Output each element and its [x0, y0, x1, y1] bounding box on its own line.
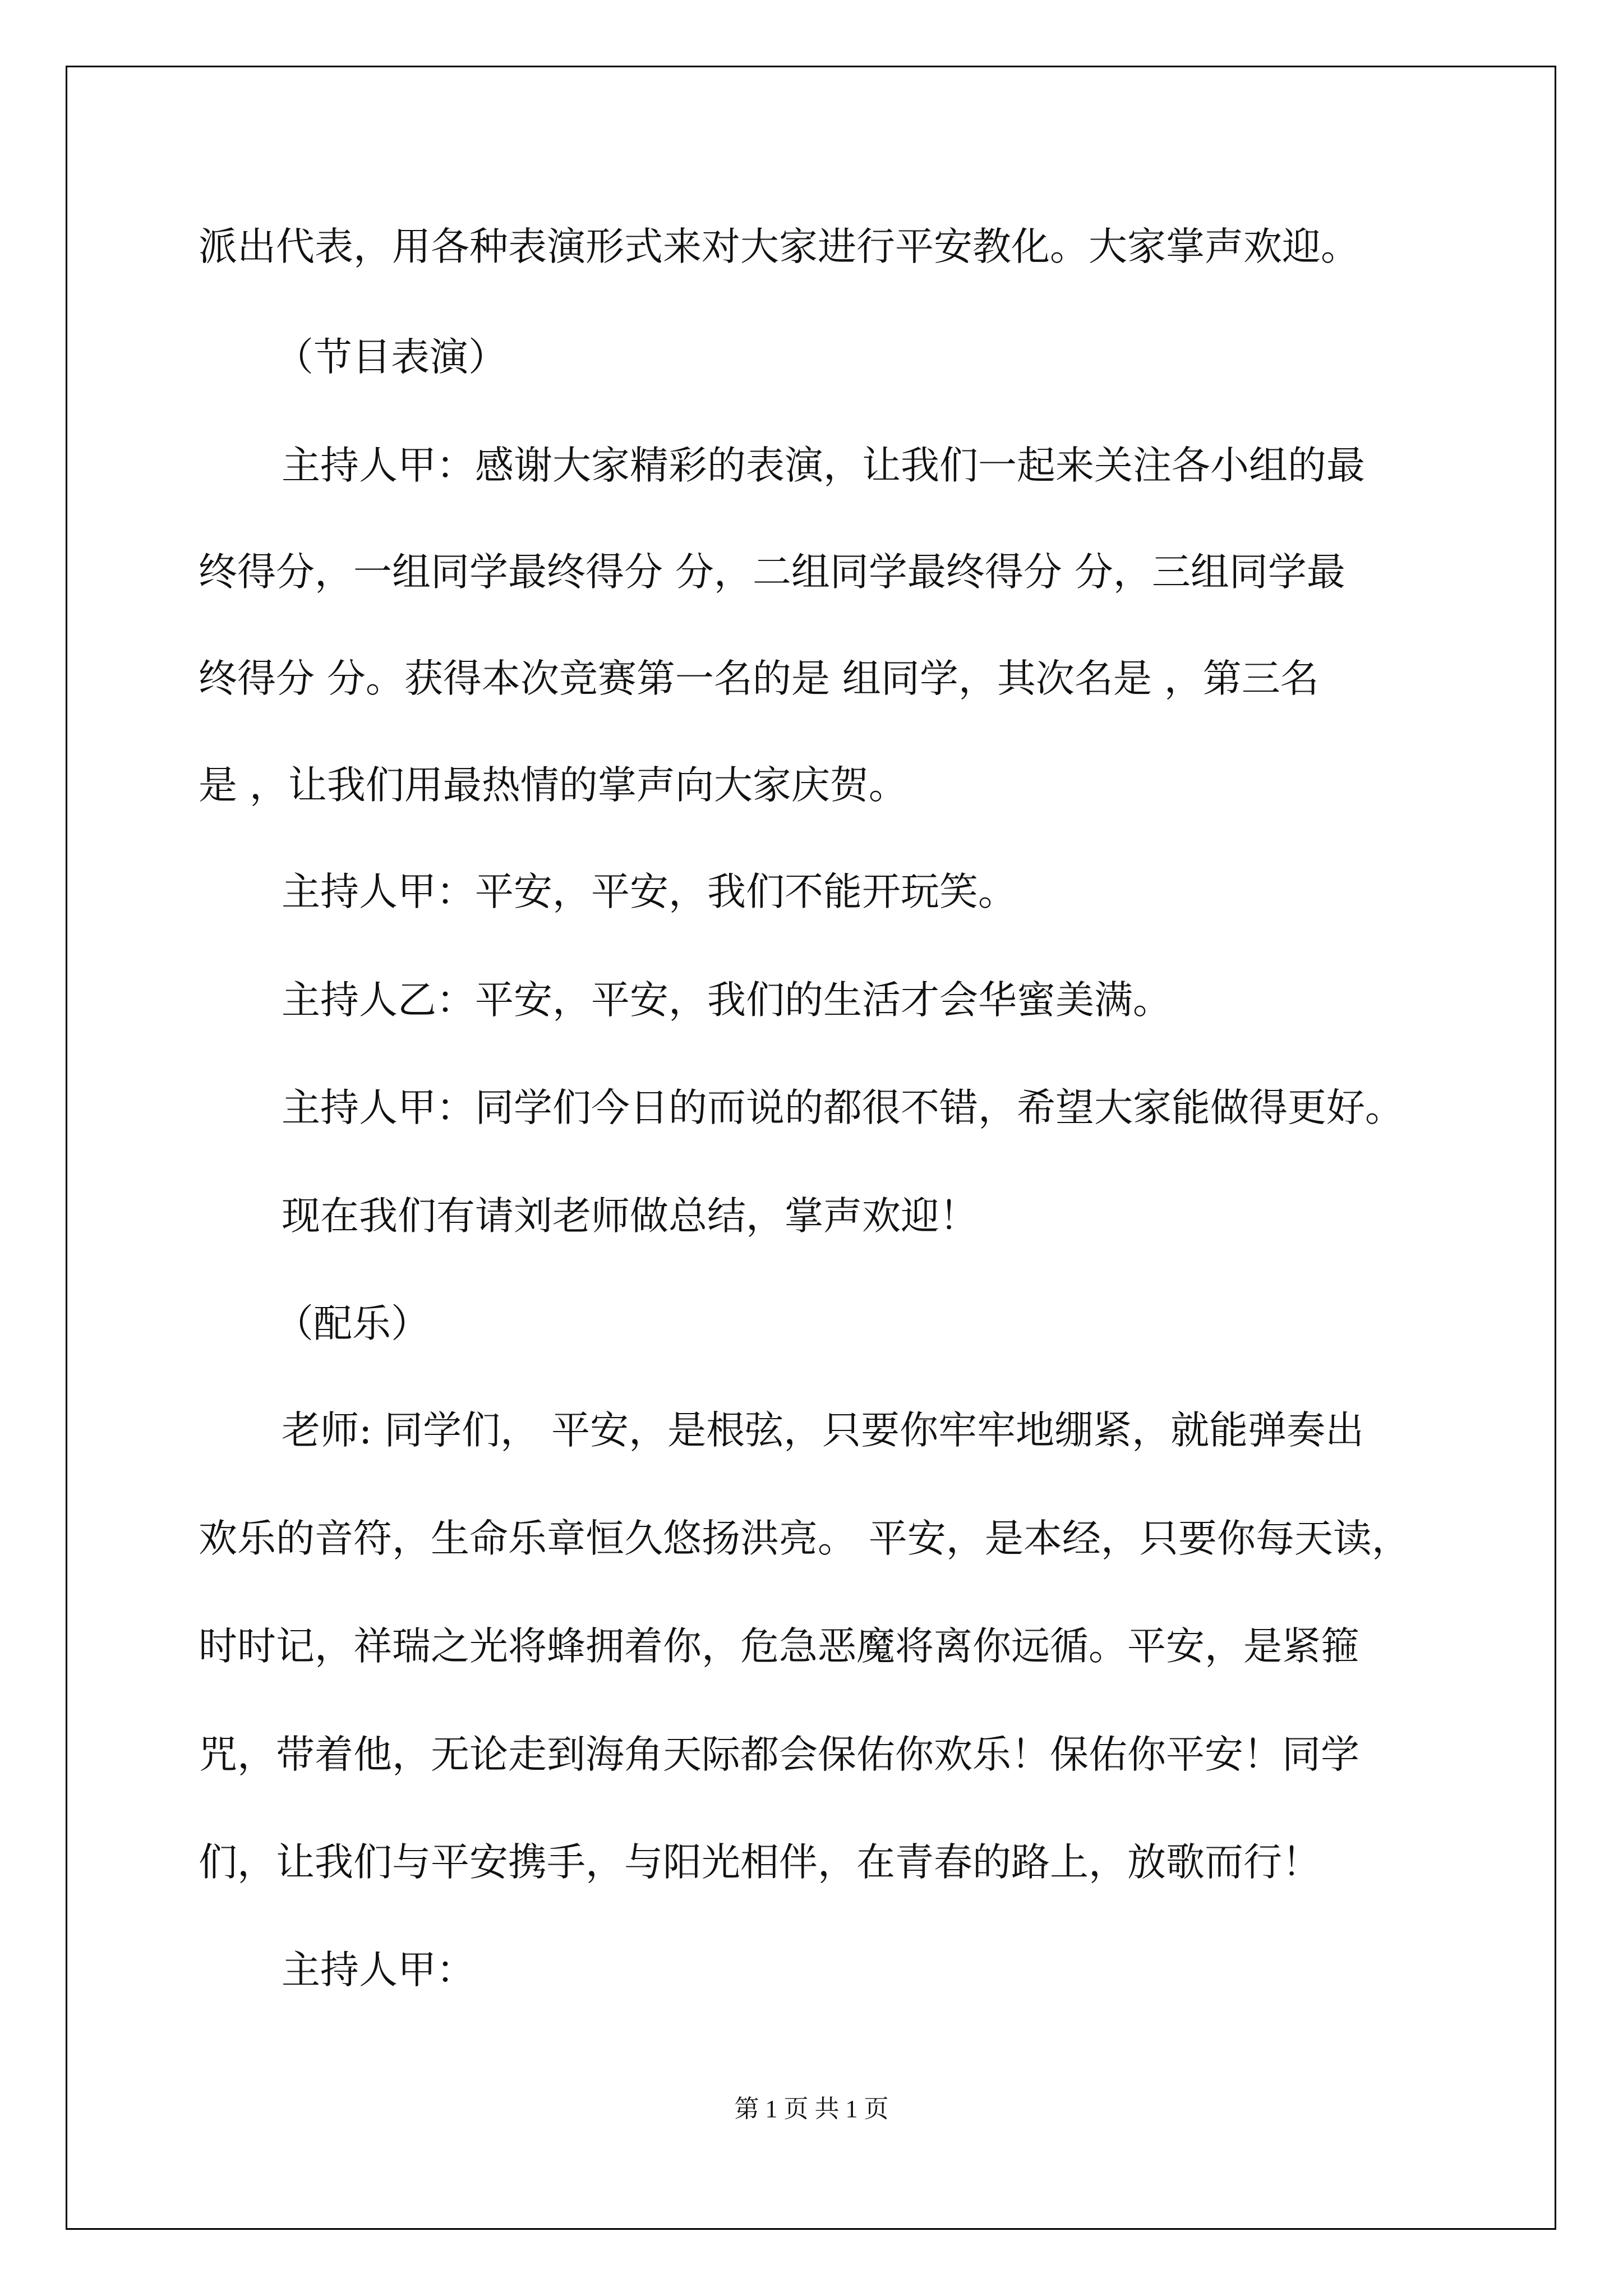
text-line: 们，让我们与平安携手，与阳光相伴，在青春的路上，放歌而行！ [199, 1840, 1321, 1885]
text-line: 欢乐的音符，生命乐章恒久悠扬洪亮。 平安，是本经，只要你每天读， [199, 1516, 1410, 1561]
text-line: 主持人甲： [282, 1948, 475, 1993]
text-line: 咒，带着他，无论走到海角天际都会保佑你欢乐！保佑你平安！同学 [199, 1732, 1359, 1777]
text-line: 主持人甲：感谢大家精彩的表演，让我们一起来关注各小组的最 [282, 443, 1365, 488]
text-line: 是 ，让我们用最热情的掌声向大家庆贺。 [199, 763, 907, 808]
page-border [66, 66, 1556, 2230]
text-line: （节目表演） [275, 335, 507, 380]
text-line: 老师: 同学们， 平安，是根弦，只要你牢牢地绷紧，就能弹奏出 [282, 1408, 1364, 1453]
text-line: （配乐） [275, 1301, 430, 1346]
text-line: 时时记，祥瑞之光将蜂拥着你，危急恶魔将离你远循。平安，是紧箍 [199, 1624, 1359, 1669]
page-number-footer: 第 1 页 共 1 页 [734, 2095, 889, 2123]
text-line: 主持人甲：平安，平安，我们不能开玩笑。 [282, 869, 1017, 914]
text-line: 终得分 分。获得本次竞赛第一名的是 组同学，其次名是 ，第三名 [199, 656, 1319, 701]
text-line: 派出代表，用各种表演形式来对大家进行平安教化。大家掌声欢迎。 [199, 224, 1359, 269]
text-line: 终得分，一组同学最终得分 分，二组同学最终得分 分，三组同学最 [199, 550, 1345, 595]
text-line: 现在我们有请刘老师做总结，掌声欢迎！ [282, 1194, 978, 1239]
text-line: 主持人乙：平安，平安，我们的生活才会华蜜美满。 [282, 978, 1172, 1023]
text-line: 主持人甲：同学们今日的而说的都很不错，希望大家能做得更好。 [282, 1085, 1404, 1130]
